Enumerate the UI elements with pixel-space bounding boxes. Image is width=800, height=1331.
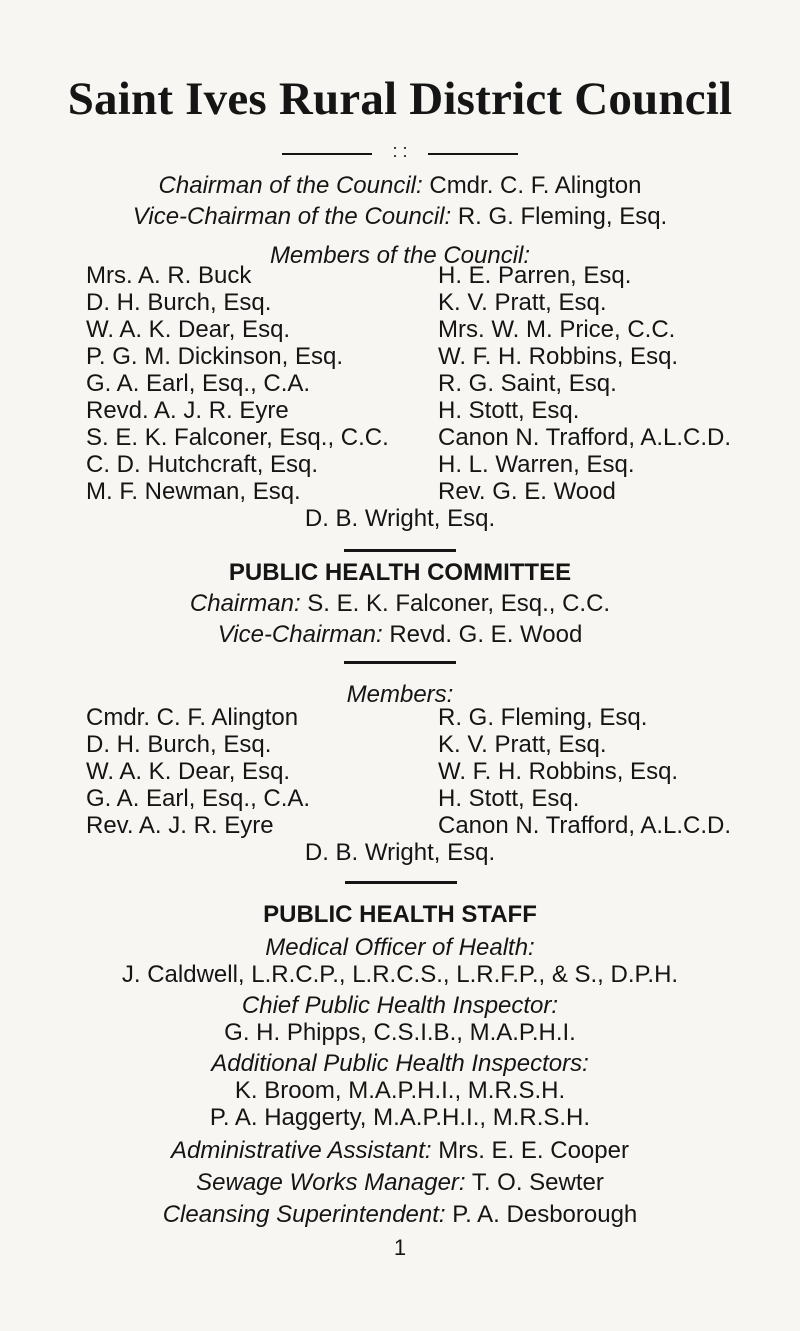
section-divider [345,881,457,884]
list-item: K. V. Pratt, Esq. [438,289,607,316]
list-item: Canon N. Trafford, A.L.C.D. [438,812,732,839]
list-item: H. Stott, Esq. [438,785,580,812]
list-item: Mrs. W. M. Price, C.C. [438,316,676,343]
list-item: W. A. K. Dear, Esq. [86,316,291,343]
council-members-last: D. B. Wright, Esq. [304,505,496,532]
council-chairman-name: Cmdr. C. F. Alington [429,172,642,199]
cleansing-line [0,1201,800,1229]
list-item: R. G. Fleming, Esq. [438,704,648,731]
list-item: Rev. A. J. R. Eyre [86,812,274,839]
list-item: W. F. H. Robbins, Esq. [438,758,679,785]
aphi-name: K. Broom, M.A.P.H.I., M.R.S.H. [234,1077,566,1104]
cphi-name: G. H. Phipps, C.S.I.B., M.A.P.H.I. [224,1019,576,1046]
separator-mark: : : [392,141,408,161]
council-vice-chairman-label: Vice-Chairman of the Council: [132,203,452,230]
list-item: W. F. H. Robbins, Esq. [438,343,679,370]
aphi-name: P. A. Haggerty, M.A.P.H.I., M.R.S.H. [209,1104,591,1131]
list-item: W. A. K. Dear, Esq. [86,758,291,785]
list-item: H. Stott, Esq. [438,397,580,424]
section-divider [344,549,456,552]
list-item: M. F. Newman, Esq. [86,478,301,505]
cleansing-label: Cleansing Superintendent: [162,1201,446,1228]
aphi-label: Additional Public Health Inspectors: [211,1050,589,1077]
committee-members-left [86,704,310,839]
section-divider [344,661,456,664]
list-item: Cmdr. C. F. Alington [86,704,299,731]
cleansing-name: P. A. Desborough [452,1201,638,1228]
council-members-heading: Members of the Council: [269,242,531,269]
council-vice-chairman-name: R. G. Fleming, Esq. [457,203,668,230]
admin-name: Mrs. E. E. Cooper [438,1137,629,1164]
committee-chairman-line [0,590,800,618]
moh-name: J. Caldwell, L.R.C.P., L.R.C.S., L.R.F.P., & S., D.P.H. [121,961,679,988]
page-title: Saint Ives Rural District Council [67,73,733,125]
moh-label: Medical Officer of Health: [265,934,535,961]
page-number: 1 [393,1235,407,1260]
committee-vice-chairman-name: Revd. G. E. Wood [389,621,583,648]
cphi-label: Chief Public Health Inspector: [241,992,559,1019]
committee-chairman-name: S. E. K. Falconer, Esq., C.C. [307,590,611,617]
committee-vice-chairman-line [0,621,800,649]
sewage-name: T. O. Sewter [471,1169,604,1196]
list-item: H. E. Parren, Esq. [438,262,632,289]
council-chairman-line [0,172,800,200]
committee-members-right [438,704,731,839]
list-item: K. V. Pratt, Esq. [438,731,607,758]
committee-members-heading: Members: [346,681,454,708]
list-item: Revd. A. J. R. Eyre [86,397,289,424]
list-item: D. H. Burch, Esq. [86,289,272,316]
list-item: C. D. Hutchcraft, Esq. [86,451,319,478]
council-vice-chairman-line [0,203,800,231]
list-item: P. G. M. Dickinson, Esq. [86,343,343,370]
council-chairman-label: Chairman of the Council: [158,172,423,199]
committee-members-last: D. B. Wright, Esq. [304,839,496,866]
separator-line-right [428,153,518,155]
admin-label: Administrative Assistant: [171,1137,432,1164]
list-item: H. L. Warren, Esq. [438,451,635,478]
committee-heading: PUBLIC HEALTH COMMITTEE [228,559,572,586]
list-item: Mrs. A. R. Buck [86,262,252,289]
staff-heading: PUBLIC HEALTH STAFF [263,901,537,928]
list-item: R. G. Saint, Esq. [438,370,617,397]
list-item: G. A. Earl, Esq., C.A. [86,370,311,397]
committee-chairman-label: Chairman: [189,590,301,617]
committee-vice-chairman-label: Vice-Chairman: [217,621,383,648]
list-item: S. E. K. Falconer, Esq., C.C. [86,424,389,451]
list-item: Canon N. Trafford, A.L.C.D. [438,424,732,451]
title-separator [282,141,518,161]
sewage-label: Sewage Works Manager: [196,1169,466,1196]
admin-line [0,1137,800,1165]
list-item: Rev. G. E. Wood [438,478,616,505]
separator-line-left [282,153,372,155]
council-members-left [86,262,389,505]
list-item: G. A. Earl, Esq., C.A. [86,785,311,812]
sewage-line [0,1169,800,1197]
council-members-right [438,262,731,505]
list-item: D. H. Burch, Esq. [86,731,272,758]
